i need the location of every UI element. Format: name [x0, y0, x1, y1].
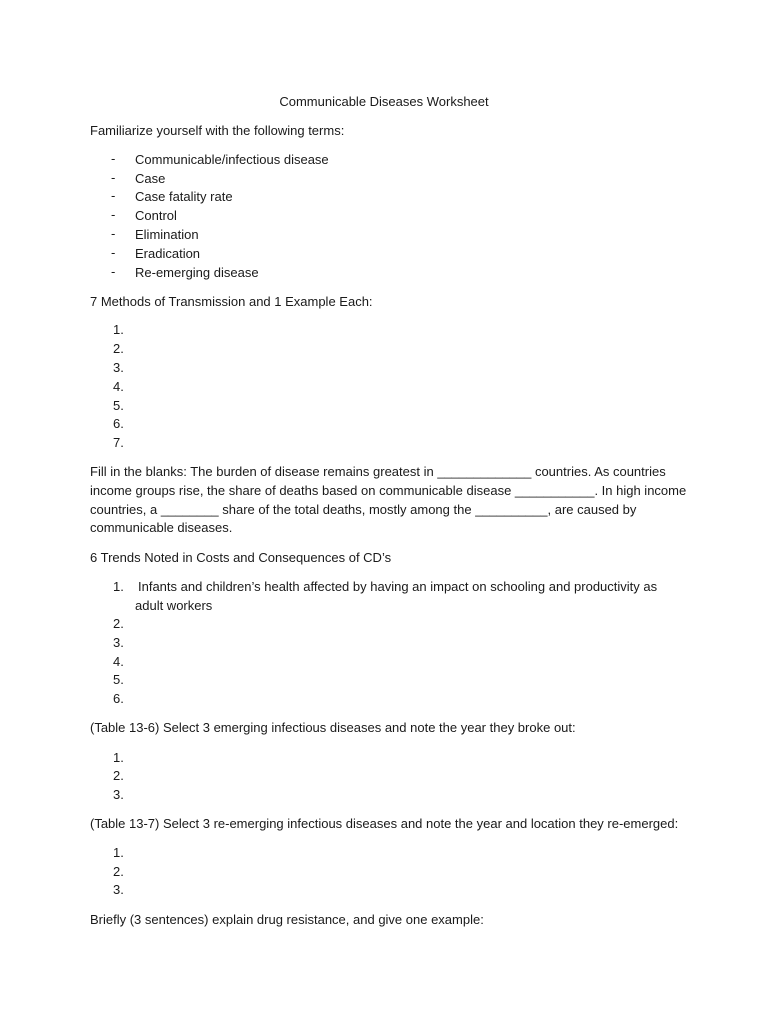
reemerging-heading: (Table 13-7) Select 3 re-emerging infectious diseases and note the year and location they re-emerged: [90, 816, 679, 831]
intro-text: Familiarize yourself with the following terms: [90, 123, 345, 138]
bullet-dash: - [111, 207, 116, 222]
term-item: Control [135, 208, 177, 223]
term-item: Re-emerging disease [135, 265, 259, 280]
list-number: 2. [113, 864, 124, 879]
list-number: 3. [113, 882, 124, 897]
list-number: 3. [113, 787, 124, 802]
term-item: Eradication [135, 246, 201, 261]
fill-blanks-line: communicable diseases. [90, 520, 233, 535]
bullet-dash: - [111, 245, 116, 260]
fill-blanks-line: Fill in the blanks: The burden of disease remains greatest in _____________ countries. As countries [90, 464, 666, 479]
transmission-heading: 7 Methods of Transmission and 1 Example Each: [90, 294, 373, 309]
list-number: 6. [113, 416, 124, 431]
list-number: 5. [113, 672, 124, 687]
bullet-dash: - [111, 151, 116, 166]
bullet-dash: - [111, 170, 116, 185]
list-number: 6. [113, 691, 124, 706]
trend-item-text: adult workers [135, 598, 213, 613]
bullet-dash: - [111, 264, 116, 279]
list-number: 1. [113, 845, 124, 860]
drug-resistance-heading: Briefly (3 sentences) explain drug resistance, and give one example: [90, 912, 484, 927]
term-item: Elimination [135, 227, 199, 242]
list-number: 1. [113, 579, 124, 594]
list-number: 1. [113, 750, 124, 765]
list-number: 3. [113, 360, 124, 375]
list-number: 5. [113, 398, 124, 413]
list-number: 2. [113, 616, 124, 631]
list-number: 4. [113, 654, 124, 669]
term-item: Case [135, 171, 166, 186]
page-title: Communicable Diseases Worksheet [279, 94, 489, 109]
list-number: 2. [113, 768, 124, 783]
fill-blanks-line: countries, a ________ share of the total deaths, mostly among the __________, are caused by [90, 502, 637, 517]
bullet-dash: - [111, 226, 116, 241]
trend-item-text: Infants and children’s health affected by having an impact on schooling and productivity as [138, 579, 658, 594]
list-number: 7. [113, 435, 124, 450]
term-item: Communicable/infectious disease [135, 152, 329, 167]
list-number: 1. [113, 322, 124, 337]
list-number: 2. [113, 341, 124, 356]
list-number: 4. [113, 379, 124, 394]
emerging-heading: (Table 13-6) Select 3 emerging infectious diseases and note the year they broke out: [90, 720, 576, 735]
list-number: 3. [113, 635, 124, 650]
bullet-dash: - [111, 188, 116, 203]
term-item: Case fatality rate [135, 189, 233, 204]
trends-heading: 6 Trends Noted in Costs and Consequences of CD’s [90, 550, 392, 565]
fill-blanks-line: income groups rise, the share of deaths based on communicable disease ___________. In high income [90, 483, 687, 498]
